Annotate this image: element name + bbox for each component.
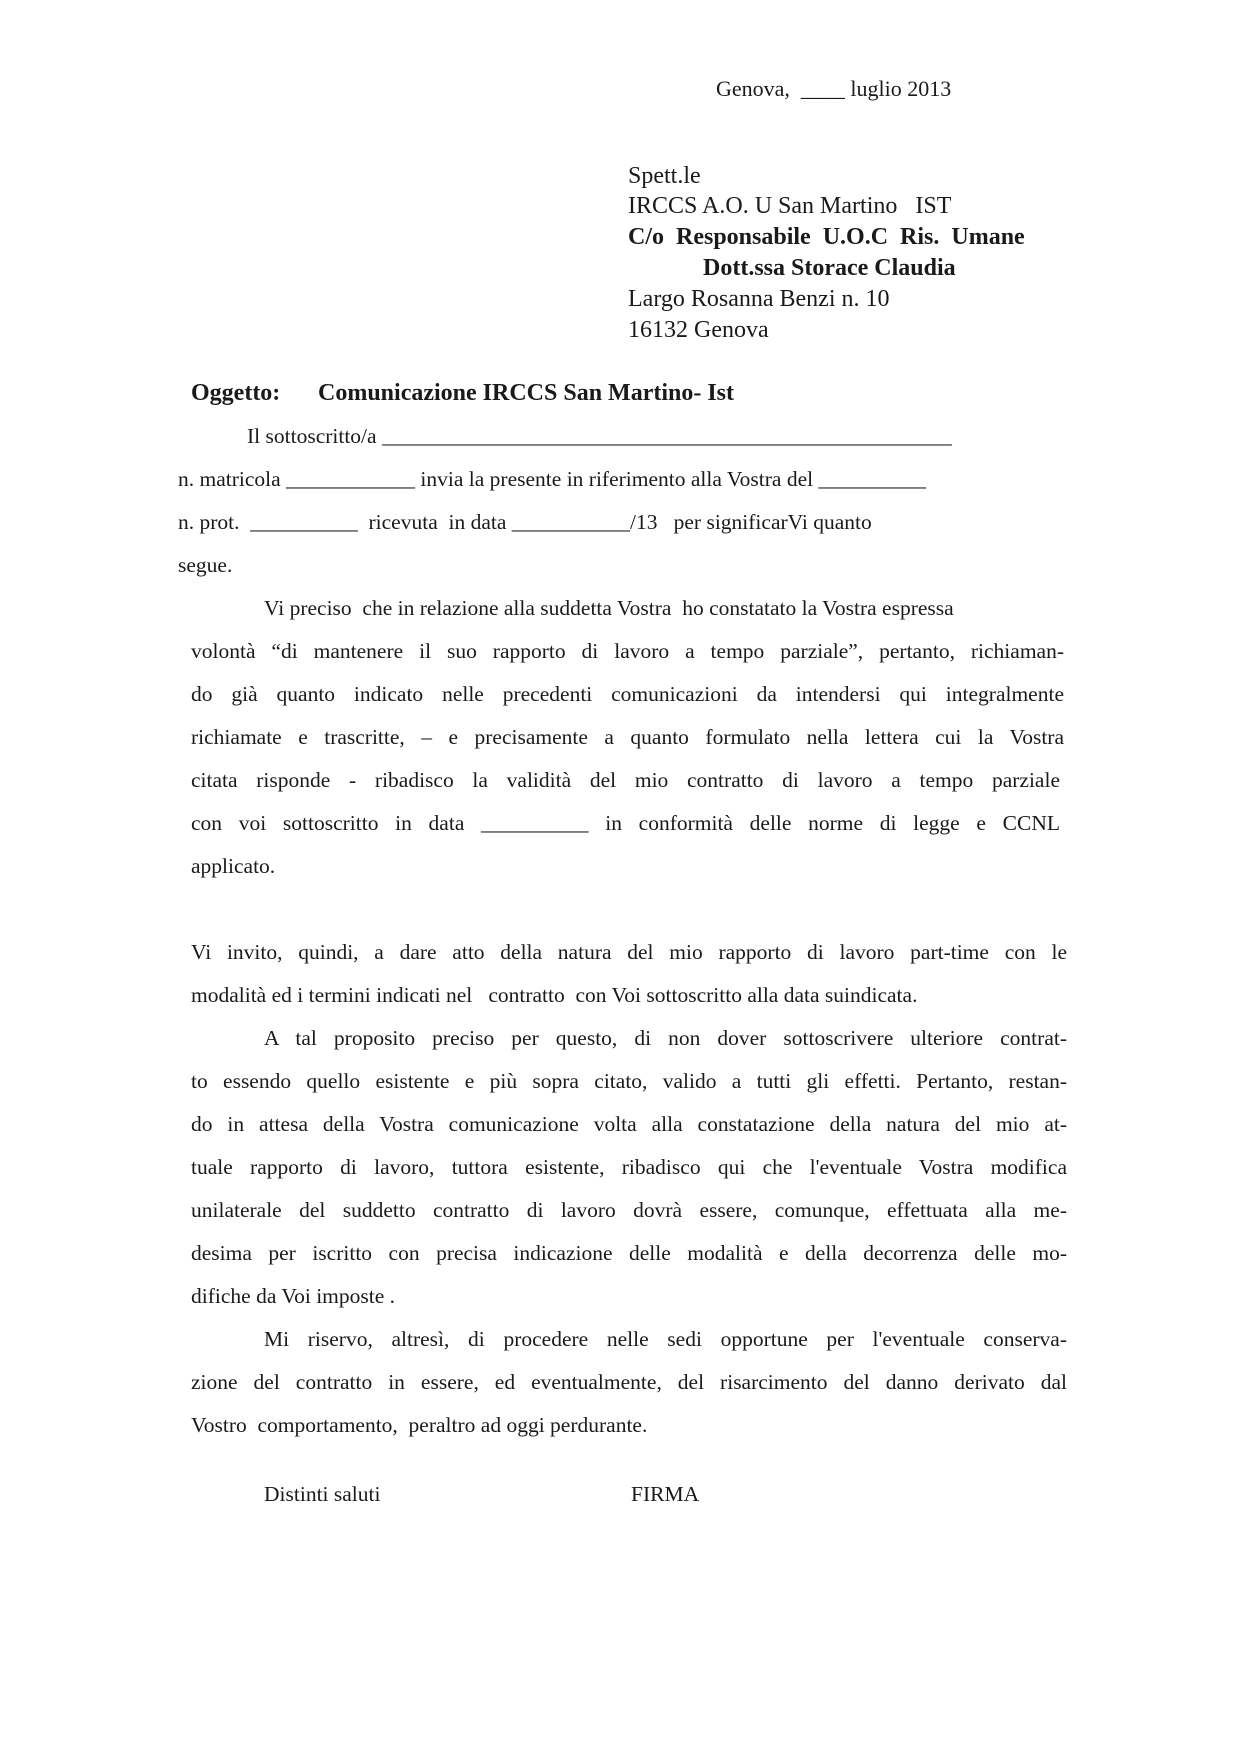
intro-line: segue. bbox=[178, 553, 233, 577]
paragraph-line: zione del contratto in essere, ed eventualmente, del risarcimento del danno derivato dal bbox=[191, 1370, 1067, 1394]
paragraph-line: do già quanto indicato nelle precedenti comunicazioni da intendersi qui integralmente bbox=[191, 682, 1064, 706]
paragraph-line: Vostro comportamento, peraltro ad oggi perdurante. bbox=[191, 1413, 648, 1437]
paragraph-line: unilaterale del suddetto contratto di lavoro dovrà essere, comunque, effettuata alla me- bbox=[191, 1198, 1067, 1222]
subject-text: Comunicazione IRCCS San Martino- Ist bbox=[318, 380, 735, 406]
closing-greeting: Distinti saluti bbox=[264, 1482, 381, 1506]
recipient-care-of: C/o Responsabile U.O.C Ris. Umane bbox=[628, 224, 1025, 250]
recipient-institution: IRCCS A.O. U San Martino IST bbox=[628, 193, 952, 219]
paragraph-line: desima per iscritto con precisa indicazione delle modalità e della decorrenza delle mo- bbox=[191, 1241, 1067, 1265]
intro-line: n. matricola ____________ invia la presente in riferimento alla Vostra del __________ bbox=[178, 467, 926, 491]
paragraph-line: richiamate e trascritte, – e precisamente a quanto formulato nella lettera cui la Vostra bbox=[191, 725, 1064, 749]
paragraph-line: citata risponde - ribadisco la validità del mio contratto di lavoro a tempo parziale bbox=[191, 768, 1060, 792]
paragraph-line: A tal proposito preciso per questo, di non dover sottoscrivere ulteriore contrat- bbox=[264, 1026, 1067, 1050]
paragraph-line: tuale rapporto di lavoro, tuttora esistente, ribadisco qui che l'eventuale Vostra modifica bbox=[191, 1155, 1067, 1179]
paragraph-line: Vi preciso che in relazione alla suddetta Vostra ho constatato la Vostra espressa bbox=[264, 596, 954, 620]
recipient-salutation: Spett.le bbox=[628, 163, 701, 189]
signature-label: FIRMA bbox=[631, 1482, 700, 1506]
paragraph-line: applicato. bbox=[191, 854, 276, 878]
paragraph-line: volontà “di mantenere il suo rapporto di lavoro a tempo parziale”, pertanto, richiaman- bbox=[191, 639, 1064, 663]
recipient-street: Largo Rosanna Benzi n. 10 bbox=[628, 286, 890, 312]
recipient-person: Dott.ssa Storace Claudia bbox=[703, 255, 956, 281]
paragraph-line: con voi sottoscritto in data __________ in conformità delle norme di legge e CCNL bbox=[191, 811, 1060, 835]
date-line: Genova, ____ luglio 2013 bbox=[716, 76, 952, 101]
paragraph-line: to essendo quello esistente e più sopra citato, valido a tutti gli effetti. Pertanto, restan- bbox=[191, 1069, 1067, 1093]
subject-label: Oggetto: bbox=[191, 380, 281, 406]
paragraph-line: do in attesa della Vostra comunicazione volta alla constatazione della natura del mio at- bbox=[191, 1112, 1067, 1136]
intro-line: n. prot. __________ ricevuta in data ___________/13 per significarVi quanto bbox=[178, 510, 872, 534]
paragraph-line: modalità ed i termini indicati nel contratto con Voi sottoscritto alla data suindicata. bbox=[191, 983, 918, 1007]
paragraph-line: Vi invito, quindi, a dare atto della natura del mio rapporto di lavoro part-time con le bbox=[191, 940, 1067, 964]
paragraph-line: Mi riservo, altresì, di procedere nelle sedi opportune per l'eventuale conserva- bbox=[264, 1327, 1067, 1351]
intro-line: Il sottoscritto/a _____________________________________________________ bbox=[247, 424, 952, 448]
recipient-city: 16132 Genova bbox=[628, 317, 769, 343]
paragraph-line: difiche da Voi imposte . bbox=[191, 1284, 396, 1308]
